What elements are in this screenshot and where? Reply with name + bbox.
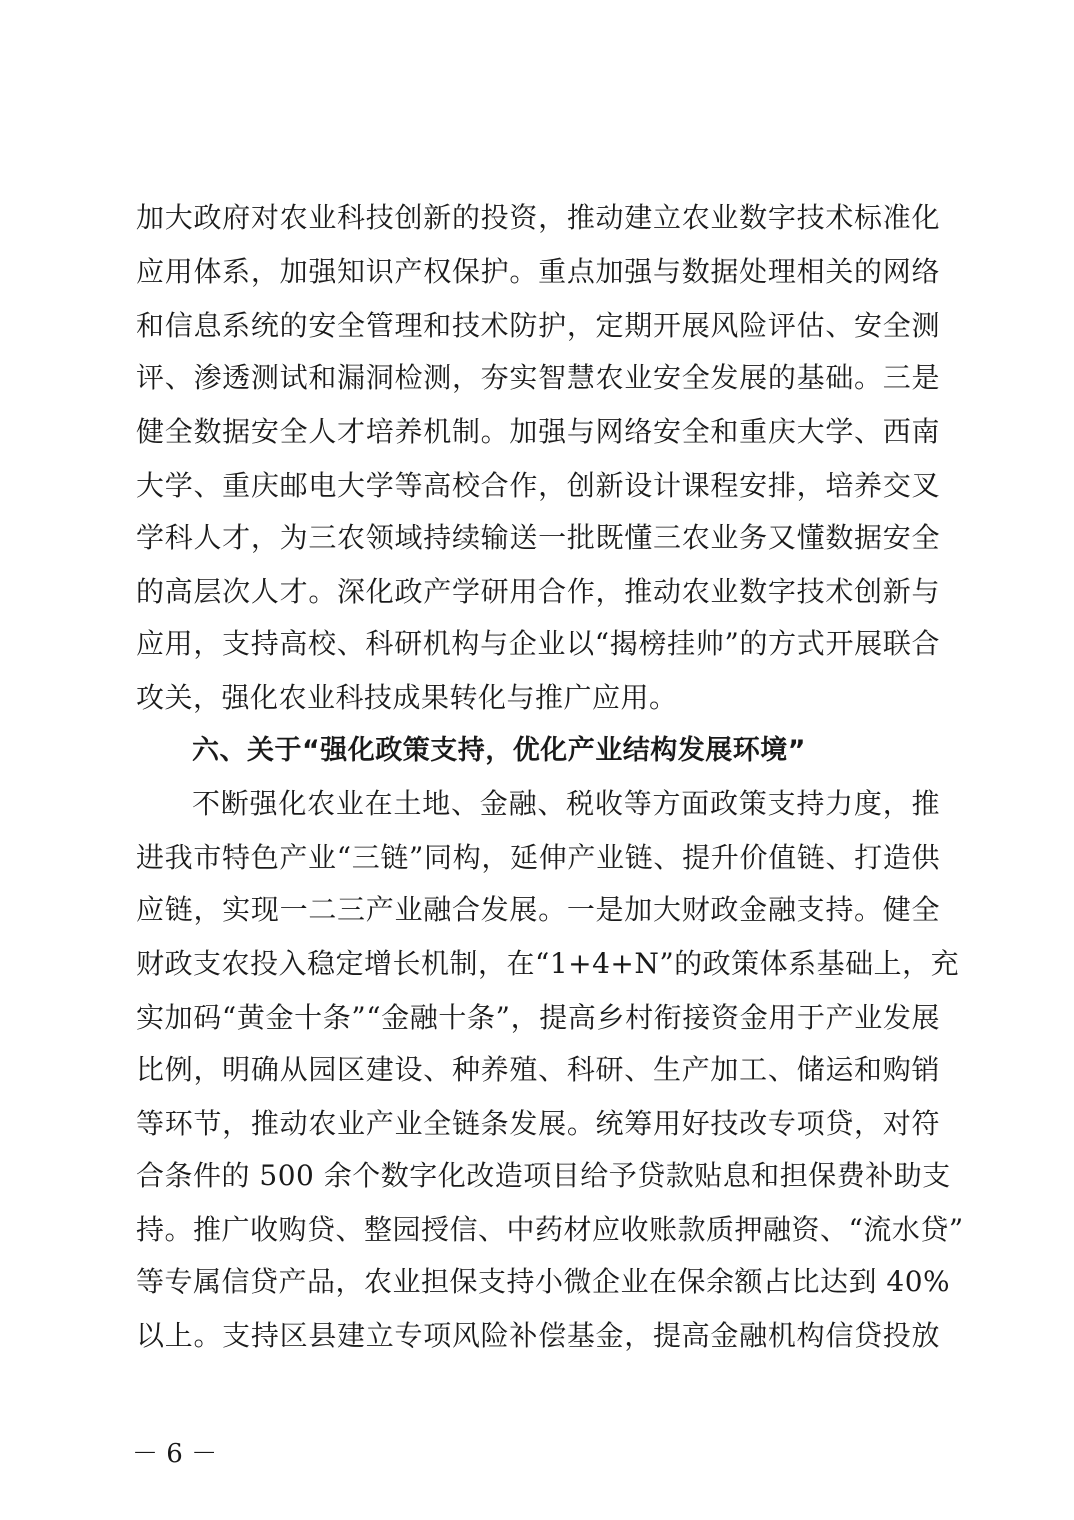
paragraph-line: 学科人才，为三农领域持续输送一批既懂三农业务又懂数据安全 [136, 521, 940, 554]
paragraph-line: 以上。支持区县建立专项风险补偿基金，提高金融机构信贷投放 [136, 1319, 940, 1352]
paragraph-line: 财政支农投入稳定增长机制，在“1+4+N”的政策体系基础上，充 [136, 947, 960, 980]
paragraph-line: 评、渗透测试和漏洞检测，夯实智慧农业安全发展的基础。三是 [136, 361, 940, 394]
paragraph-line: 合条件的 500 余个数字化改造项目给予贷款贴息和担保费补助支 [136, 1159, 951, 1192]
paragraph-line: 进我市特色产业“三链”同构，延伸产业链、提升价值链、打造供 [136, 841, 940, 874]
section-heading: 六、关于“强化政策支持，优化产业结构发展环境” [192, 735, 806, 766]
paragraph-line: 实加码“黄金十条”“金融十条”，提高乡村衔接资金用于产业发展 [136, 1001, 940, 1034]
paragraph-line: 持。推广收购贷、整园授信、中药材应收账款质押融资、“流水贷” [136, 1213, 964, 1246]
paragraph-line: 的高层次人才。深化政产学研用合作，推动农业数字技术创新与 [136, 575, 940, 608]
paragraph-line: 等专属信贷产品，农业担保支持小微企业在保余额占比达到 40% [136, 1265, 951, 1298]
paragraph-line: 等环节，推动农业产业全链条发展。统筹用好技改专项贷，对符 [136, 1107, 940, 1140]
paragraph-line: 不断强化农业在土地、金融、税收等方面政策支持力度，推 [192, 787, 940, 820]
paragraph-line: 大学、重庆邮电大学等高校合作，创新设计课程安排，培养交叉 [136, 469, 940, 502]
paragraph-line: 和信息系统的安全管理和技术防护，定期开展风险评估、安全测 [136, 309, 940, 342]
paragraph-line: 健全数据安全人才培养机制。加强与网络安全和重庆大学、西南 [136, 415, 940, 448]
paragraph-line: 比例，明确从园区建设、种养殖、科研、生产加工、储运和购销 [136, 1053, 940, 1086]
paragraph-line: 应链，实现一二三产业融合发展。一是加大财政金融支持。健全 [136, 893, 940, 926]
paragraph-line: 加大政府对农业科技创新的投资，推动建立农业数字技术标准化 [136, 201, 940, 234]
paragraph-line: 应用，支持高校、科研机构与企业以“揭榜挂帅”的方式开展联合 [136, 627, 940, 660]
page-number: － 6 － [132, 1439, 218, 1469]
paragraph-line: 应用体系，加强知识产权保护。重点加强与数据处理相关的网络 [136, 255, 940, 288]
paragraph-line: 攻关，强化农业科技成果转化与推广应用。 [136, 681, 678, 714]
